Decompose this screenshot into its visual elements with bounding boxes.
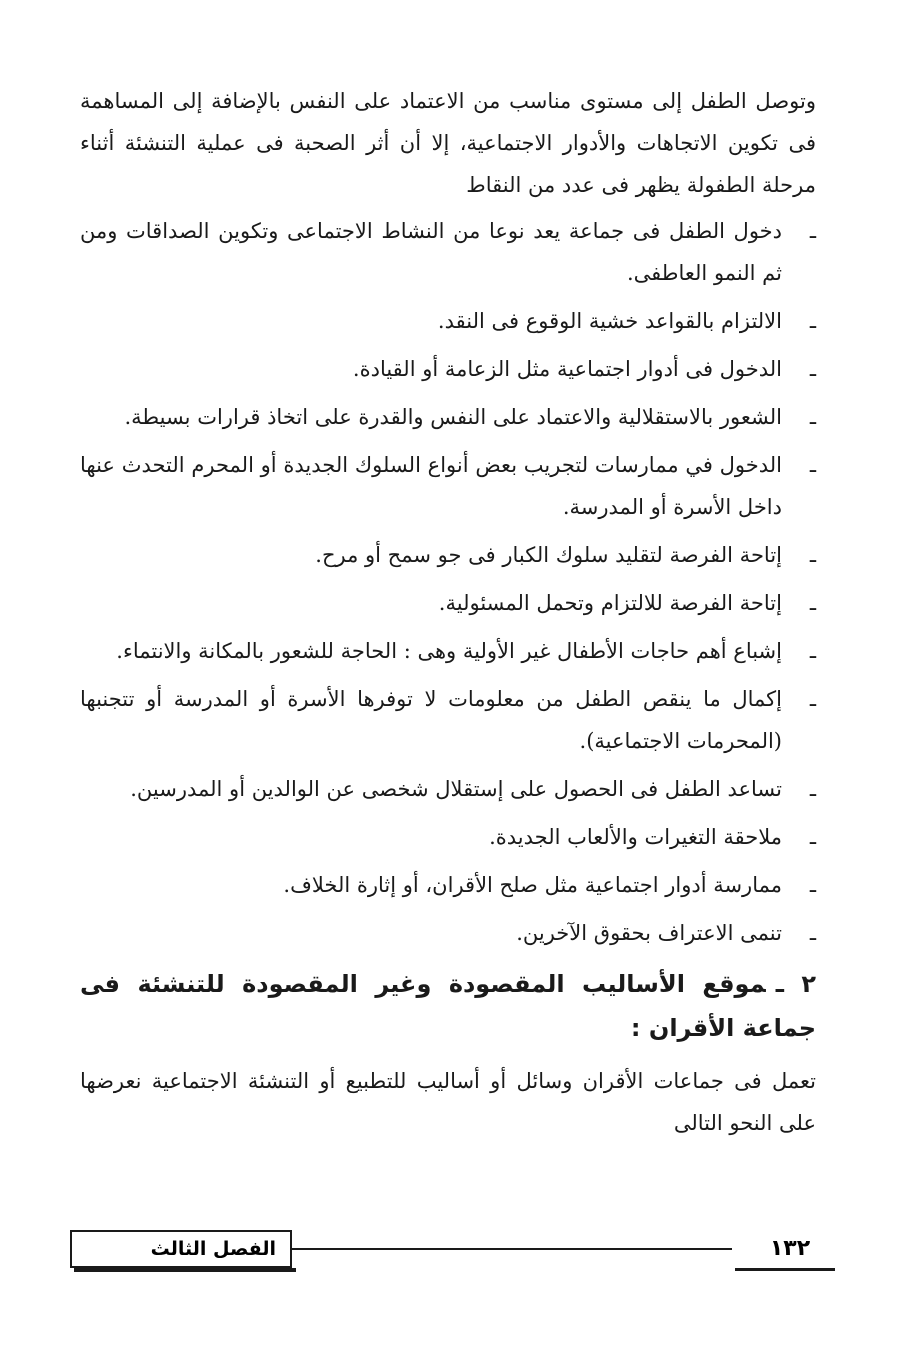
list-item: ـ إكمال ما ينقص الطفل من معلومات لا توفرها الأسرة أو المدرسة أو تتجنبها (المحرمات الاجتماعية). bbox=[80, 678, 816, 762]
list-item: ـ تساعد الطفل فى الحصول على إستقلال شخصى عن الوالدين أو المدرسين. bbox=[80, 768, 816, 810]
section-heading bbox=[80, 962, 816, 1050]
closing-paragraph: تعمل فى جماعات الأقران وسائل أو أساليب للتطبيع أو التنشئة الاجتماعية نعرضها على النحو التالى bbox=[80, 1069, 816, 1135]
list-item: ـ ملاحقة التغيرات والألعاب الجديدة. bbox=[80, 816, 816, 858]
list-item: ـ الدخول فى أدوار اجتماعية مثل الزعامة أو القيادة. bbox=[80, 348, 816, 390]
list-item: ـ الشعور بالاستقلالية والاعتماد على النفس والقدرة على اتخاذ قرارات بسيطة. bbox=[80, 396, 816, 438]
intro-paragraph: وتوصل الطفل إلى مستوى مناسب من الاعتماد على النفس بالإضافة إلى المساهمة فى تكوين الاتجاهات والأدوار الاجتماعية، إلا أن أثر الصحبة فى عملية التنشئة أثناء مرحلة الطفولة يظهر فى عدد من النقاط bbox=[80, 89, 816, 197]
points-list bbox=[80, 210, 816, 954]
footer-rule bbox=[292, 1248, 732, 1250]
section-title: موقع الأساليب المقصودة وغير المقصودة للتنشئة فى جماعة الأقران : bbox=[80, 970, 816, 1042]
list-item: ـ إشباع أهم حاجات الأطفال غير الأولية وهى : الحاجة للشعور بالمكانة والانتماء. bbox=[80, 630, 816, 672]
document-page bbox=[80, 80, 816, 1300]
section-number: ٢ ـ bbox=[775, 970, 817, 998]
list-item: ـ دخول الطفل فى جماعة يعد نوعا من النشاط الاجتماعى وتكوين الصداقات ومن ثم النمو العاطفى. bbox=[80, 210, 816, 294]
chapter-box-shadow bbox=[74, 1268, 296, 1272]
list-item: ـ إتاحة الفرصة لتقليد سلوك الكبار فى جو سمح أو مرح. bbox=[80, 534, 816, 576]
list-item: ـ تنمى الاعتراف بحقوق الآخرين. bbox=[80, 912, 816, 954]
chapter-label: الفصل الثالث bbox=[70, 1230, 292, 1268]
list-item: ـ الالتزام بالقواعد خشية الوقوع فى النقد. bbox=[80, 300, 816, 342]
list-item: ـ ممارسة أدوار اجتماعية مثل صلح الأقران، أو إثارة الخلاف. bbox=[80, 864, 816, 906]
page-footer bbox=[70, 1230, 835, 1280]
page-number-rule bbox=[735, 1268, 835, 1271]
page-number: ١٣٢ bbox=[769, 1236, 811, 1261]
list-item: ـ الدخول في ممارسات لتجريب بعض أنواع السلوك الجديدة أو المحرم التحدث عنها داخل الأسرة أو المدرسة. bbox=[80, 444, 816, 528]
list-item: ـ إتاحة الفرصة للالتزام وتحمل المسئولية. bbox=[80, 582, 816, 624]
